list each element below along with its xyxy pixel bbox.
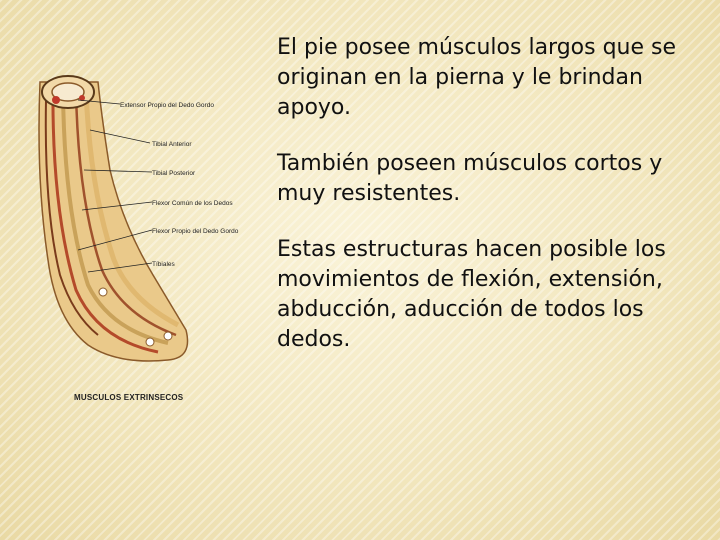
foot-muscles-illustration: [18, 60, 268, 430]
toe-joint: [99, 288, 107, 296]
toe-joint: [146, 338, 154, 346]
label-flexor-propio: Flexor Propio del Dedo Gordo: [152, 228, 239, 235]
label-tibial-anterior: Tibial Anterior: [152, 141, 192, 148]
label-flexor-comun: Flexor Común de los Dedos: [152, 200, 233, 207]
label-tibial-posterior: Tibial Posterior: [152, 170, 196, 177]
paragraph-3: Estas estructuras hacen posible los movimientos de flexión, extensión, abducción, aducción de todos los dedos.: [277, 237, 666, 352]
figure-caption: MUSCULOS EXTRINSECOS: [74, 393, 184, 402]
foot-diagram: [18, 60, 268, 430]
label-extensor-propio: Extensor Propio del Dedo Gordo: [120, 102, 214, 109]
label-tibiales: Tíbiales: [152, 261, 175, 268]
paragraph-2: También poseen músculos cortos y muy resistentes.: [277, 151, 663, 206]
toe-joint: [164, 332, 172, 340]
paragraph-1: El pie posee músculos largos que se originan en la pierna y le brindan apoyo.: [277, 35, 677, 120]
vessel-dot: [52, 96, 60, 104]
body-text: [277, 33, 707, 355]
